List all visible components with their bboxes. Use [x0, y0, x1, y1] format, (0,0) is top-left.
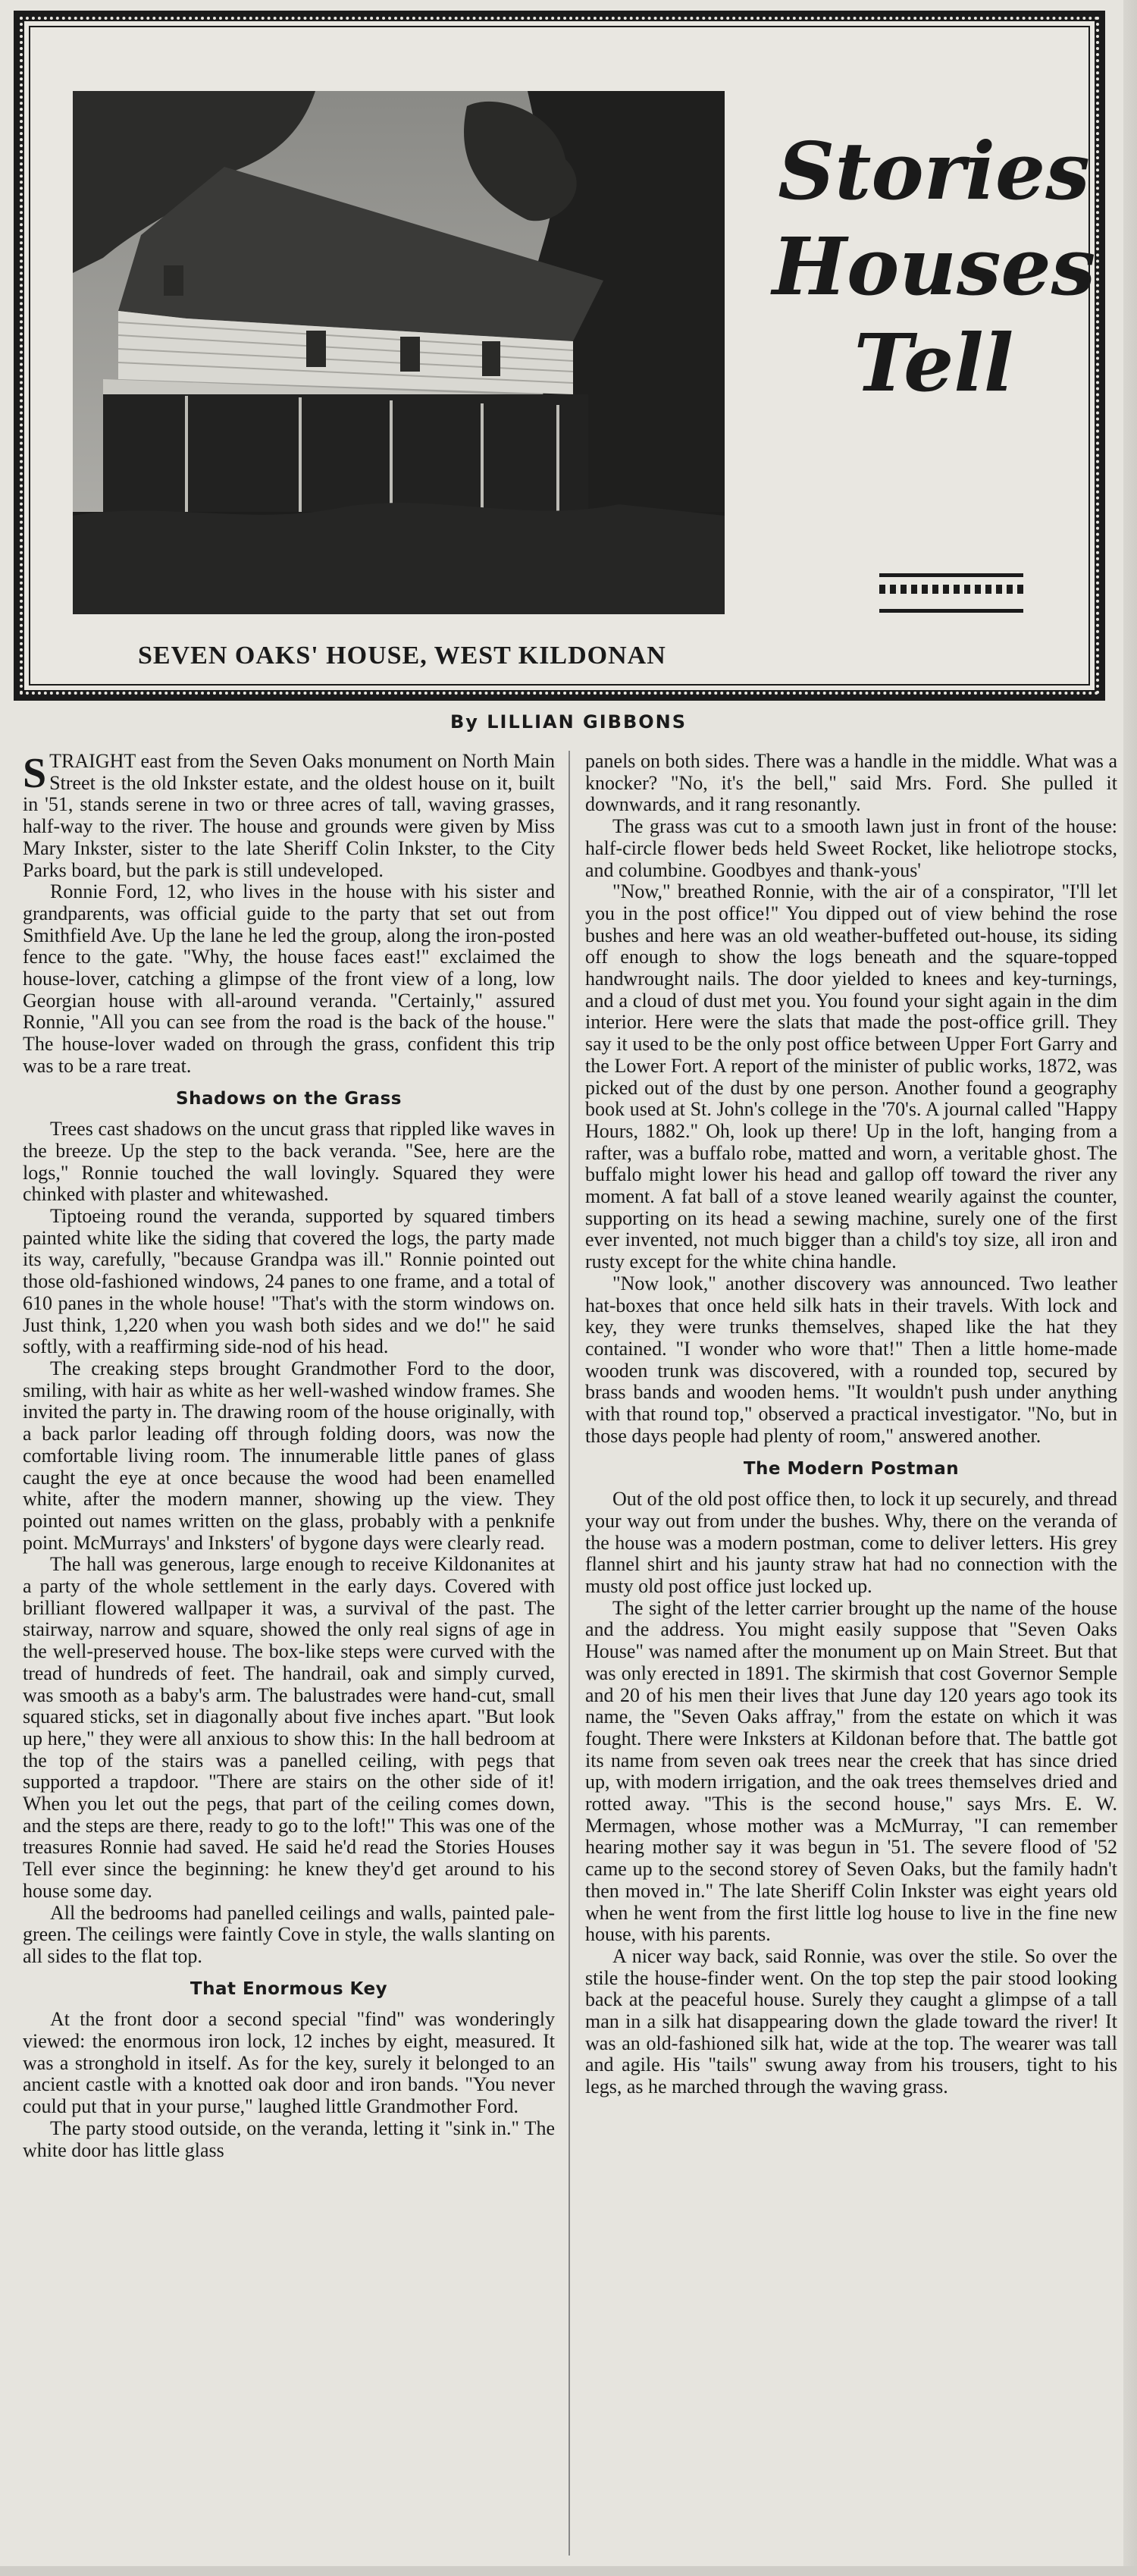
- paragraph: Ronnie Ford, 12, who lives in the house with his sister and grandparents, was official guide to the party that set out from Smithfield Ave. Up the lane he led the group, along the iron-posted fence to the gate. "Why, the house faces east!" exclaimed the house-lover, catching a glimpse of the front view of a long, low Georgian house with all-around veranda. "Certainly," assured Ronnie, "All you can see from the road is the back of the house." The house-lover waded on through the grass, confident this trip was to be a rare treat.: [23, 880, 555, 1077]
- paragraph: Out of the old post office then, to lock it up securely, and thread your way out from under the bushes. Why, there on the veranda of the house was a modern postman, come to deliver letters. His grey flannel shirt and his jaunty straw hat had no connection with the musty old post office just locked up.: [585, 1488, 1117, 1598]
- paragraph: The creaking steps brought Grandmother Ford to the door, smiling, with hair as white as her well-washed window frames. She invited the party in. The drawing room of the house originally, with a back parlor leading off through folding doors, was now the comfortable living room. The innumerable little panes of glass caught the eye at once because the wood had been enamelled white, after the modern manner, showing up the view. They pointed out names written on the glass, probably with a penknife point. McMurrays' and Inksters' of bygone days were clearly read.: [23, 1357, 555, 1554]
- photo-caption: SEVEN OAKS' HOUSE, WEST KILDONAN: [138, 642, 666, 670]
- paragraph: "Now look," another discovery was announced. Two leather hat-boxes that once held silk hats in their travels. With lock and key, they were trunks themselves, shaped like the hat they contained. "I wonder who wore that!" Then a little home-made wooden trunk was discovered, with a rounded top, secured by brass bands and wooden hems. "It wouldn't push under anything with that round top," observed a practical investigator. "No, but in those days people had plenty of room," answered another.: [585, 1272, 1117, 1447]
- column-divider: [568, 751, 570, 2556]
- paragraph: The grass was cut to a smooth lawn just in front of the house: half-circle flower beds held Sweet Rocket, like heliotrope stocks, and columbine. Goodbyes and thank-yous': [585, 815, 1117, 881]
- paragraph: All the bedrooms had panelled ceilings and walls, painted pale-green. The ceilings were faintly Cove in style, the walls slanting on all sides to the flat top.: [23, 1901, 555, 1967]
- article-column-right: [585, 751, 1117, 2556]
- header-frame: [14, 11, 1105, 701]
- paragraph: The hall was generous, large enough to receive Kildonanites at a party of the whole settlement in the early days. Covered with brilliant flowered wallpaper it was, a survival of the past. The stairway, narrow and square, showed the only real signs of age in the well-preserved house. The box-like steps were curved with the tread of hundreds of feet. The handrail, oak and simply curved, was smooth as a baby's arm. The balustrades were hand-cut, small squared sticks, set in diagonally about five inches apart. "But look up here," they were all anxious to show this: In the hall bedroom at the top of the stairs was a panelled ceiling, with pegs that supported a trapdoor. "There are stairs on the other side of it! When you let out the pegs, that part of the ceiling comes down, and the steps are there, ready to go to the loft!" This was one of the treasures Ronnie had saved. He said he'd read the Stories Houses Tell ever since the beginning: he knew they'd get around to his house some day.: [23, 1553, 555, 1902]
- headline: [767, 120, 1101, 415]
- headline-line-3: Tell: [854, 315, 1014, 409]
- paragraph: At the front door a second special "find" was wonderingly viewed: the enormous iron lock, 12 inches by eight, measured. It was a stronghold in itself. As for the key, surely it belonged to an ancient castle with a knotted oak door and iron bands. "You never could put that in your purse," laughed little Grandmother Ford.: [23, 2008, 555, 2118]
- paragraph: panels on both sides. There was a handle in the middle. What was a knocker? "No, it's the bell," said Mrs. Ford. She pulled it downwards, and it rang resonantly.: [585, 751, 1117, 816]
- paragraph: Tiptoeing round the veranda, supported by squared timbers painted white like the siding that covered the logs, the party made its way, carefully, "because Grandpa was ill." Ronnie pointed out those old-fashioned windows, 24 panes to one frame, and a total of 610 panes in the whole house! "That's with the storm windows on. Just think, 1,220 when you wash both sides and we do!" he said softly, with a reaffirming side-nod of his head.: [23, 1205, 555, 1358]
- paragraph: A nicer way back, said Ronnie, was over the stile. So over the stile the house-finder went. On the top step the pair stood looking back at the peaceful house. Surely they caught a glimpse of a tall man in a silk hat disappearing down the glade toward the river! It was an old-fashioned silk hat, wide at the top. The wearer was tall and agile. His "tails" swung away from his trousers, tight to his legs, as he marched through the waving grass.: [585, 1944, 1117, 2098]
- house-photo: [73, 91, 725, 614]
- headline-line-1: Stories: [778, 124, 1090, 218]
- paragraph: The party stood outside, on the veranda, letting it "sink in." The white door has little glass: [23, 2116, 555, 2161]
- paragraph: Trees cast shadows on the uncut grass that rippled like waves in the breeze. Up the step to the back veranda. "See, here are the logs," Ronnie touched the wall lovingly. Squared they were chinked with plaster and whitewashed.: [23, 1118, 555, 1206]
- paragraph: The sight of the letter carrier brought up the name of the house and the address. You might easily suppose that "Seven Oaks House" was named after the monument up on Main Street. But that was only erected in 1891. The skirmish that cost Governor Semple and 20 of his men their lives that June day 120 years ago took its name, the "Seven Oaks affray," from the estate on which it was fought. There were Inksters at Kildonan before that. The battle got its name from seven oak trees near the creek that has since dried up, with modern irrigation, and the oak trees themselves dried and rotted away. "This is the second house," says Mrs. E. W. Mermagen, whose mother was a McMurray, "I can remember hearing mother say it was begun in '51. The severe flood of '52 came up to the second storey of Seven Oaks, but the family hadn't then moved in." The late Sheriff Colin Inkster was eight years old when he went from the first little log house to live in the fine new house, with his parents.: [585, 1596, 1117, 1946]
- article-column-left: [23, 751, 555, 2556]
- drop-cap: S: [23, 751, 47, 797]
- title-ornament: [879, 573, 1023, 613]
- paragraph-text: TRAIGHT east from the Seven Oaks monument on North Main Street is the old Inkster estate, and the oldest house on it, built in '51, stands serene in two or three acres of tall, waving grasses, half-way to the river. The house and grounds were given by Miss Mary Inkster, sister to the late Sheriff Colin Inkster, to the City Parks board, but the park is still undeveloped.: [23, 751, 555, 881]
- byline: By LILLIAN GIBBONS: [449, 711, 688, 733]
- adjacent-page-edge: [1123, 0, 1137, 2576]
- subheading: That Enormous Key: [190, 1978, 388, 1999]
- subheading: Shadows on the Grass: [176, 1088, 402, 1109]
- paragraph: [23, 751, 555, 881]
- headline-line-2: Houses: [772, 220, 1096, 314]
- paragraph: "Now," breathed Ronnie, with the air of a conspirator, "I'll let you in the post office!" You dipped out of view behind the rose bushes and here was an old weather-buffeted out-house, its siding off enough to show the logs beneath and the square-topped handwrought nails. The door yielded to knees and key-turnings, and a cloud of dust met you. You found your sight again in the dim interior. Here were the slats that made the post-office grill. They say it used to be the only post office between Upper Fort Garry and the Lower Fort. A report of the minister of public works, 1872, was picked out of the dust by one person. Another found a geography book used at St. John's college in the '70's. A journal called "Happy Hours, 1882." Oh, look up there! Up in the loft, hanging from a rafter, was a buffalo robe, matted and worn, a veritable ghost. The buffalo might lower his head and gallop off toward the river any moment. A fat ball of a stove leaned wearily against the counter, supporting on its head a sewing machine, surely one of the first ever invented, not much bigger than a child's toy size, all iron and rusty except for the white china handle.: [585, 880, 1117, 1273]
- page-bottom-edge: [0, 2566, 1137, 2576]
- subheading: The Modern Postman: [743, 1458, 960, 1479]
